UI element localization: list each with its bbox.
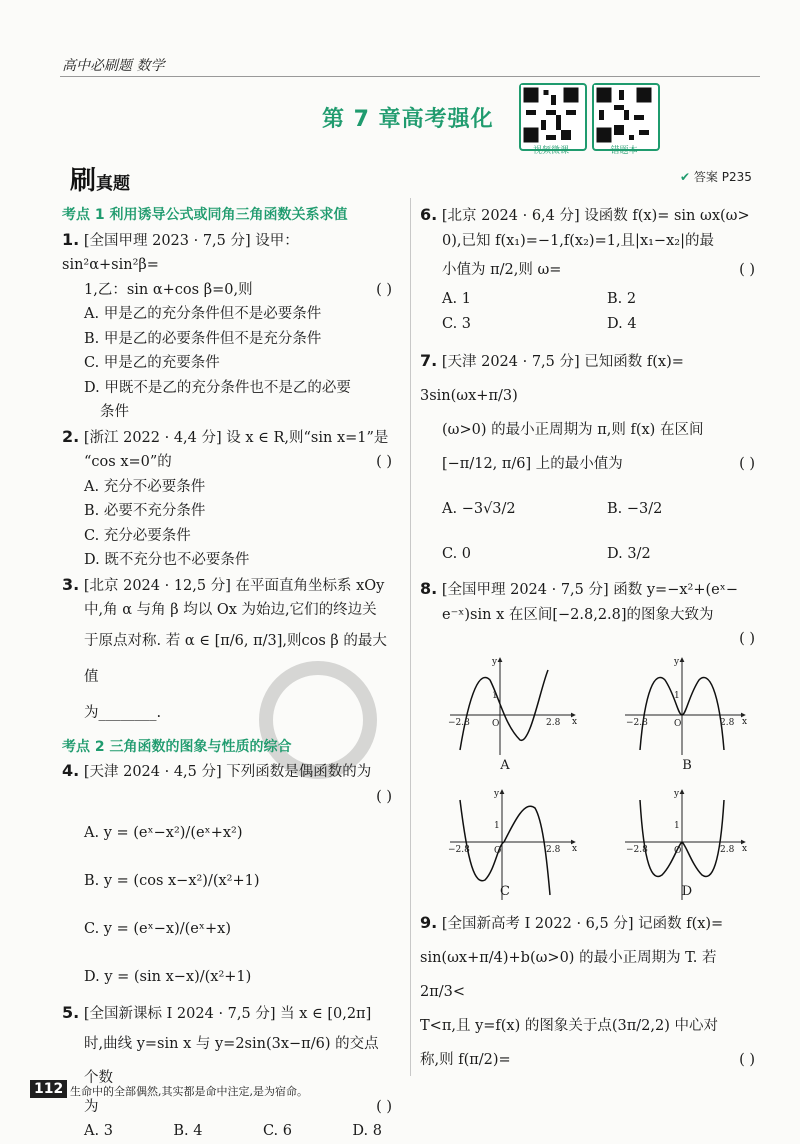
chapter-title: 第 7 章高考强化 xyxy=(322,107,494,132)
left-column: 考点 1 利用诱导公式或同角三角函数关系求值 1. [全国甲理 2023 · 7,5 分] 设甲：sin²α+sin²β= 1,乙：sin α+cos β=0,则 ( ) A. 甲是乙的充分条件但不是必要条件 B. 甲是乙的必要条件但不是充分条件 C. 甲是乙的充要条件 D. 甲既不是乙的充分条件也不是乙的必要 条件 2. [浙江 2022 · 4,4 分] 设 x ∈ R,则“sin x=1”是 “cos x=0”的 ( ) A. 充分不必要条件 B. 必要不充分条件 C. 充分必要条件 D. 既不充分也不必要条件 3. [北京 2024 · 12,5 分] 在平面直角坐标系 xOy 中,角 α 与角 β 均以 Ox 为始边,它们的终边关 于原点对称. 若 α ∈ [π/6, π/3],则cos β 的最大值 为________. 考点 2 三角函数的图象与性质的综合 4. [天津 2024 · 4,5 分] 下列函数是偶函数的为 ( ) A. y = (eˣ−x²)/(eˣ+x²) B. y = (cos x−x²)/(x²+1) C. y = (eˣ−x)/(eˣ+x) D. y = (sin x−x)/(x²+1) 5. [全国新课标 Ⅰ 2024 · 7,5 分] 当 x ∈ [0,2π] 时,曲线 y=sin x 与 y=2sin(3x−π/6) 的交点个数 为 ( ) A. 3 B. 4 C. 6 D. 8 xyxy=(62,203,392,1144)
q6-stem: 6. [北京 2024 · 6,4 分] 设函数 f(x)= sin ωx(ω> xyxy=(420,205,750,224)
graph-c-xr: 2.8 xyxy=(546,845,561,855)
q6-option-a[interactable]: A. 1 xyxy=(442,291,471,307)
topic-1-heading: 考点 1 利用诱导公式或同角三角函数关系求值 xyxy=(62,207,348,223)
graph-b-label: B xyxy=(682,758,692,773)
graph-a-y: y xyxy=(492,657,498,667)
page-number: 112 xyxy=(30,1080,67,1098)
q4-option-c[interactable]: C. y = (eˣ−x)/(eˣ+x) xyxy=(84,921,231,937)
graph-d-x: x xyxy=(742,844,748,854)
q6-option-c[interactable]: C. 3 xyxy=(442,315,472,332)
q5-option-a[interactable]: A. 3 xyxy=(84,1123,113,1139)
q4-option-d[interactable]: D. y = (sin x−x)/(x²+1) xyxy=(84,969,252,985)
q6-option-d[interactable]: D. 4 xyxy=(607,315,637,332)
section-title-big: 刷 xyxy=(70,166,97,196)
qr-caption-video: 视频微课 xyxy=(532,146,569,156)
section-title xyxy=(70,160,130,197)
q2-option-c[interactable]: C. 充分必要条件 xyxy=(84,527,191,544)
graph-c-x: x xyxy=(572,844,578,854)
series-title: 高中必刷题 数学 xyxy=(62,58,165,74)
graph-b[interactable] xyxy=(625,657,747,755)
right-column: 6. [北京 2024 · 6,4 分] 设函数 f(x)= sin ωx(ω> 0),已知 f(x₁)=−1,f(x₂)=1,且|x₁−x₂|的最 小值为 π/2,则 ω= ( ) A. 1 B. 2 C. 3 D. 4 7. [天津 2024 · 7,5 分] 已知函数 f(x)= 3sin(ωx+π/3) (ω>0) 的最小正周期为 π,则 f(x) 在区间 [−π/12, π/6] 上的最小值为 ( ) A. −3√3/2 B. −3/2 C. 0 D. 3/2 8. [全国甲理 2024 · 7,5 分] 函数 y=−x²+(eˣ− e⁻ˣ)sin x 在区间[−2.8,2.8]的图象大致为 ( ) xyxy=(420,205,755,647)
q7-stem: 7. [天津 2024 · 7,5 分] 已知函数 f(x)= 3sin(ωx+π/3) xyxy=(420,351,684,404)
column-divider xyxy=(410,198,411,1076)
footer-motto: 生命中的全部偶然,其实都是命中注定,是为宿命。 xyxy=(70,1085,308,1098)
q7-option-c[interactable]: C. 0 xyxy=(442,546,472,562)
graph-d-one: 1 xyxy=(674,821,680,831)
q8-stem: 8. [全国甲理 2024 · 7,5 分] 函数 y=−x²+(eˣ− xyxy=(420,579,739,598)
qr-caption-errors: 错题本 xyxy=(610,146,638,156)
q5-option-d[interactable]: D. 8 xyxy=(352,1123,382,1139)
graph-a-xr: 2.8 xyxy=(546,718,561,728)
graph-c-origin: O xyxy=(494,846,502,856)
section-title-small: 真题 xyxy=(96,174,131,194)
q5-option-c[interactable]: C. 6 xyxy=(262,1123,292,1139)
q1-option-b[interactable]: B. 甲是乙的必要条件但不是充分条件 xyxy=(84,330,322,347)
q6-option-b[interactable]: B. 2 xyxy=(607,291,637,307)
graph-d-xr: 2.8 xyxy=(720,845,735,855)
header-rule xyxy=(60,76,760,77)
graph-b-xr: 2.8 xyxy=(720,718,735,728)
q5-options xyxy=(62,1119,392,1144)
q1-option-a[interactable]: A. 甲是乙的充分条件但不是必要条件 xyxy=(84,306,322,322)
graph-a-label: A xyxy=(500,758,510,773)
check-icon: ✔ xyxy=(680,170,691,184)
q5-stem: 5. [全国新课标 Ⅰ 2024 · 7,5 分] 当 x ∈ [0,2π] xyxy=(62,1003,372,1022)
graph-c-label: C xyxy=(500,884,510,899)
q9-block: 9. [全国新高考 Ⅰ 2022 · 6,5 分] 记函数 f(x)= sin(ωx+π/4)+b(ω>0) 的最小正周期为 T. 若 2π/3< T<π,且 y=f(x) 的图象关于点(3π/2,2) 中心对 称,则 f(π/2)= ( ) xyxy=(420,906,755,1077)
graph-c-one: 1 xyxy=(494,821,500,831)
q3-blank[interactable]: 为________. xyxy=(84,704,162,721)
graph-b-x: x xyxy=(742,717,748,727)
graph-b-origin: O xyxy=(674,719,682,729)
graph-d-xl: −2.8 xyxy=(626,845,648,855)
q7-option-b[interactable]: B. −3/2 xyxy=(607,501,663,517)
q2-stem: 2. [浙江 2022 · 4,4 分] 设 x ∈ R,则“sin x=1”是 xyxy=(62,426,389,446)
graph-a-xl: −2.8 xyxy=(448,718,470,728)
graph-a-one: 1 xyxy=(492,691,498,701)
graph-b-one: 1 xyxy=(674,691,680,701)
graph-b-y: y xyxy=(674,657,680,667)
graph-a-x: x xyxy=(572,717,578,727)
graph-c-y: y xyxy=(494,789,500,799)
qr-code-video[interactable] xyxy=(519,83,587,151)
graph-d-origin: O xyxy=(674,846,682,856)
q2-option-b[interactable]: B. 必要不充分条件 xyxy=(84,503,206,519)
answer-page: 答案 P235 xyxy=(693,170,752,184)
graph-a[interactable] xyxy=(448,657,577,755)
q9-stem: 9. [全国新高考 Ⅰ 2022 · 6,5 分] 记函数 f(x)= xyxy=(420,913,724,932)
q2-option-a[interactable]: A. 充分不必要条件 xyxy=(84,478,206,495)
q4-stem: 4. [天津 2024 · 4,5 分] 下列函数是偶函数的为 xyxy=(62,761,372,780)
q5-option-b[interactable]: B. 4 xyxy=(173,1123,203,1139)
answer-reference xyxy=(680,168,752,185)
graph-d-y: y xyxy=(674,789,680,799)
graph-c-xl: −2.8 xyxy=(448,845,470,855)
q4-option-a[interactable]: A. y = (eˣ−x²)/(eˣ+x²) xyxy=(84,825,243,841)
q3-stem: 3. [北京 2024 · 12,5 分] 在平面直角坐标系 xOy xyxy=(62,574,385,594)
q7-option-d[interactable]: D. 3/2 xyxy=(607,546,651,562)
q8-graphs xyxy=(430,650,750,910)
graph-b-xl: −2.8 xyxy=(626,718,648,728)
graph-d-label: D xyxy=(681,884,693,899)
qr-code-errors[interactable] xyxy=(592,83,660,151)
q1-stem: 1. [全国甲理 2023 · 7,5 分] 设甲：sin²α+sin²β= xyxy=(62,229,299,273)
q1-option-d[interactable]: D. 甲既不是乙的充分条件也不是乙的必要 xyxy=(84,379,351,396)
q2-option-d[interactable]: D. 既不充分也不必要条件 xyxy=(84,552,250,568)
q7-option-a[interactable]: A. −3√3/2 xyxy=(442,501,516,517)
topic-2-heading: 考点 2 三角函数的图象与性质的综合 xyxy=(62,738,292,755)
q4-option-b[interactable]: B. y = (cos x−x²)/(x²+1) xyxy=(84,873,260,889)
graph-a-origin: O xyxy=(492,719,500,729)
q1-option-c[interactable]: C. 甲是乙的充要条件 xyxy=(84,355,220,371)
